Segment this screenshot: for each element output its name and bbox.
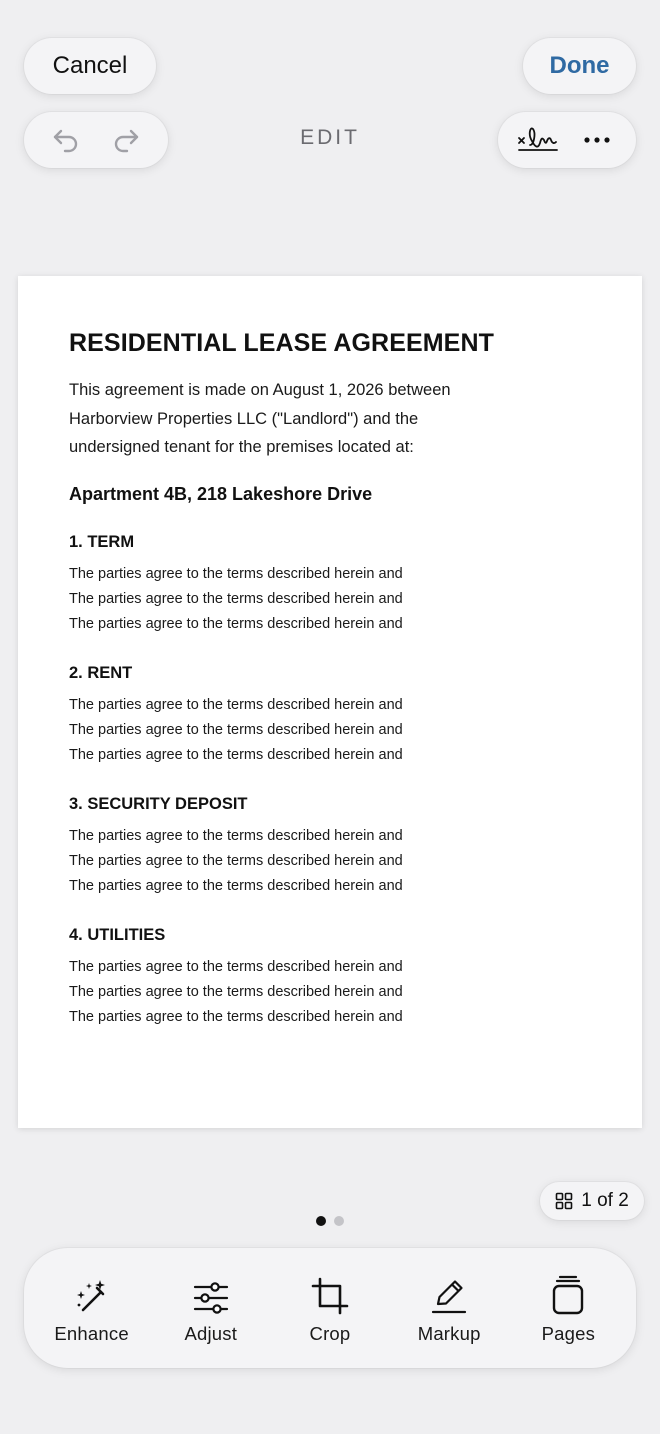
- grid-icon: [555, 1192, 573, 1210]
- section-heading: 3. SECURITY DEPOSIT: [69, 794, 248, 813]
- adjust-label: Adjust: [184, 1323, 238, 1344]
- cancel-button[interactable]: [24, 38, 156, 94]
- section-line: The parties agree to the terms described herein and: [69, 746, 403, 763]
- pen-icon: [430, 1277, 468, 1315]
- section-line: The parties agree to the terms described herein and: [69, 721, 403, 738]
- pages-button[interactable]: [513, 1271, 623, 1345]
- crop-label: Crop: [309, 1323, 351, 1344]
- section-line: The parties agree to the terms described herein and: [69, 983, 403, 1000]
- cancel-label: Cancel: [52, 52, 128, 79]
- page-indicator[interactable]: [0, 1216, 660, 1226]
- bottom-toolbar: [24, 1248, 636, 1368]
- document-page: [18, 276, 642, 1128]
- page-count-button[interactable]: [540, 1182, 644, 1220]
- magic-wand-icon: [73, 1277, 111, 1315]
- section-line: The parties agree to the terms described herein and: [69, 852, 403, 869]
- intro-line: This agreement is made on August 1, 2026 between: [69, 381, 451, 399]
- more-icon: [583, 136, 611, 144]
- markup-button[interactable]: [394, 1271, 504, 1345]
- document-title: RESIDENTIAL LEASE AGREEMENT: [69, 329, 494, 357]
- intro-line: undersigned tenant for the premises located at:: [69, 438, 414, 456]
- markup-label: Markup: [417, 1323, 481, 1344]
- enhance-label: Enhance: [54, 1323, 129, 1344]
- section-line: The parties agree to the terms described herein and: [69, 696, 403, 713]
- pages-label: Pages: [541, 1323, 596, 1344]
- signature-icon: [516, 123, 560, 157]
- section-line: The parties agree to the terms described herein and: [69, 1008, 403, 1025]
- adjust-button[interactable]: [156, 1271, 266, 1345]
- crop-button[interactable]: [275, 1271, 385, 1345]
- pages-stack-icon: [551, 1275, 585, 1315]
- section-term: [69, 532, 591, 637]
- section-line: The parties agree to the terms described herein and: [69, 565, 403, 582]
- sliders-icon: [192, 1281, 230, 1315]
- section-rent: [69, 663, 591, 768]
- more-button[interactable]: [573, 116, 621, 164]
- section-heading: 1. TERM: [69, 532, 135, 551]
- section-line: The parties agree to the terms described herein and: [69, 615, 403, 632]
- document-address: Apartment 4B, 218 Lakeshore Drive: [69, 483, 373, 504]
- done-label: Done: [549, 52, 610, 79]
- enhance-button[interactable]: [37, 1271, 147, 1345]
- section-line: The parties agree to the terms described herein and: [69, 958, 403, 975]
- crop-icon: [311, 1277, 349, 1315]
- page-dot[interactable]: [334, 1216, 344, 1226]
- section-utilities: [69, 925, 591, 1030]
- section-security-deposit: [69, 794, 591, 899]
- signature-button[interactable]: [514, 116, 562, 164]
- section-line: The parties agree to the terms described herein and: [69, 877, 403, 894]
- section-heading: 2. RENT: [69, 663, 133, 682]
- page-title: EDIT: [300, 126, 360, 149]
- page-dot-active[interactable]: [316, 1216, 326, 1226]
- sign-more-group: [498, 112, 636, 168]
- section-heading: 4. UTILITIES: [69, 925, 166, 944]
- section-line: The parties agree to the terms described herein and: [69, 827, 403, 844]
- page-count-label: 1 of 2: [581, 1190, 629, 1211]
- intro-line: Harborview Properties LLC ("Landlord") and the: [69, 409, 419, 428]
- done-button[interactable]: [523, 38, 636, 94]
- section-line: The parties agree to the terms described herein and: [69, 590, 403, 607]
- document-intro: [69, 376, 469, 462]
